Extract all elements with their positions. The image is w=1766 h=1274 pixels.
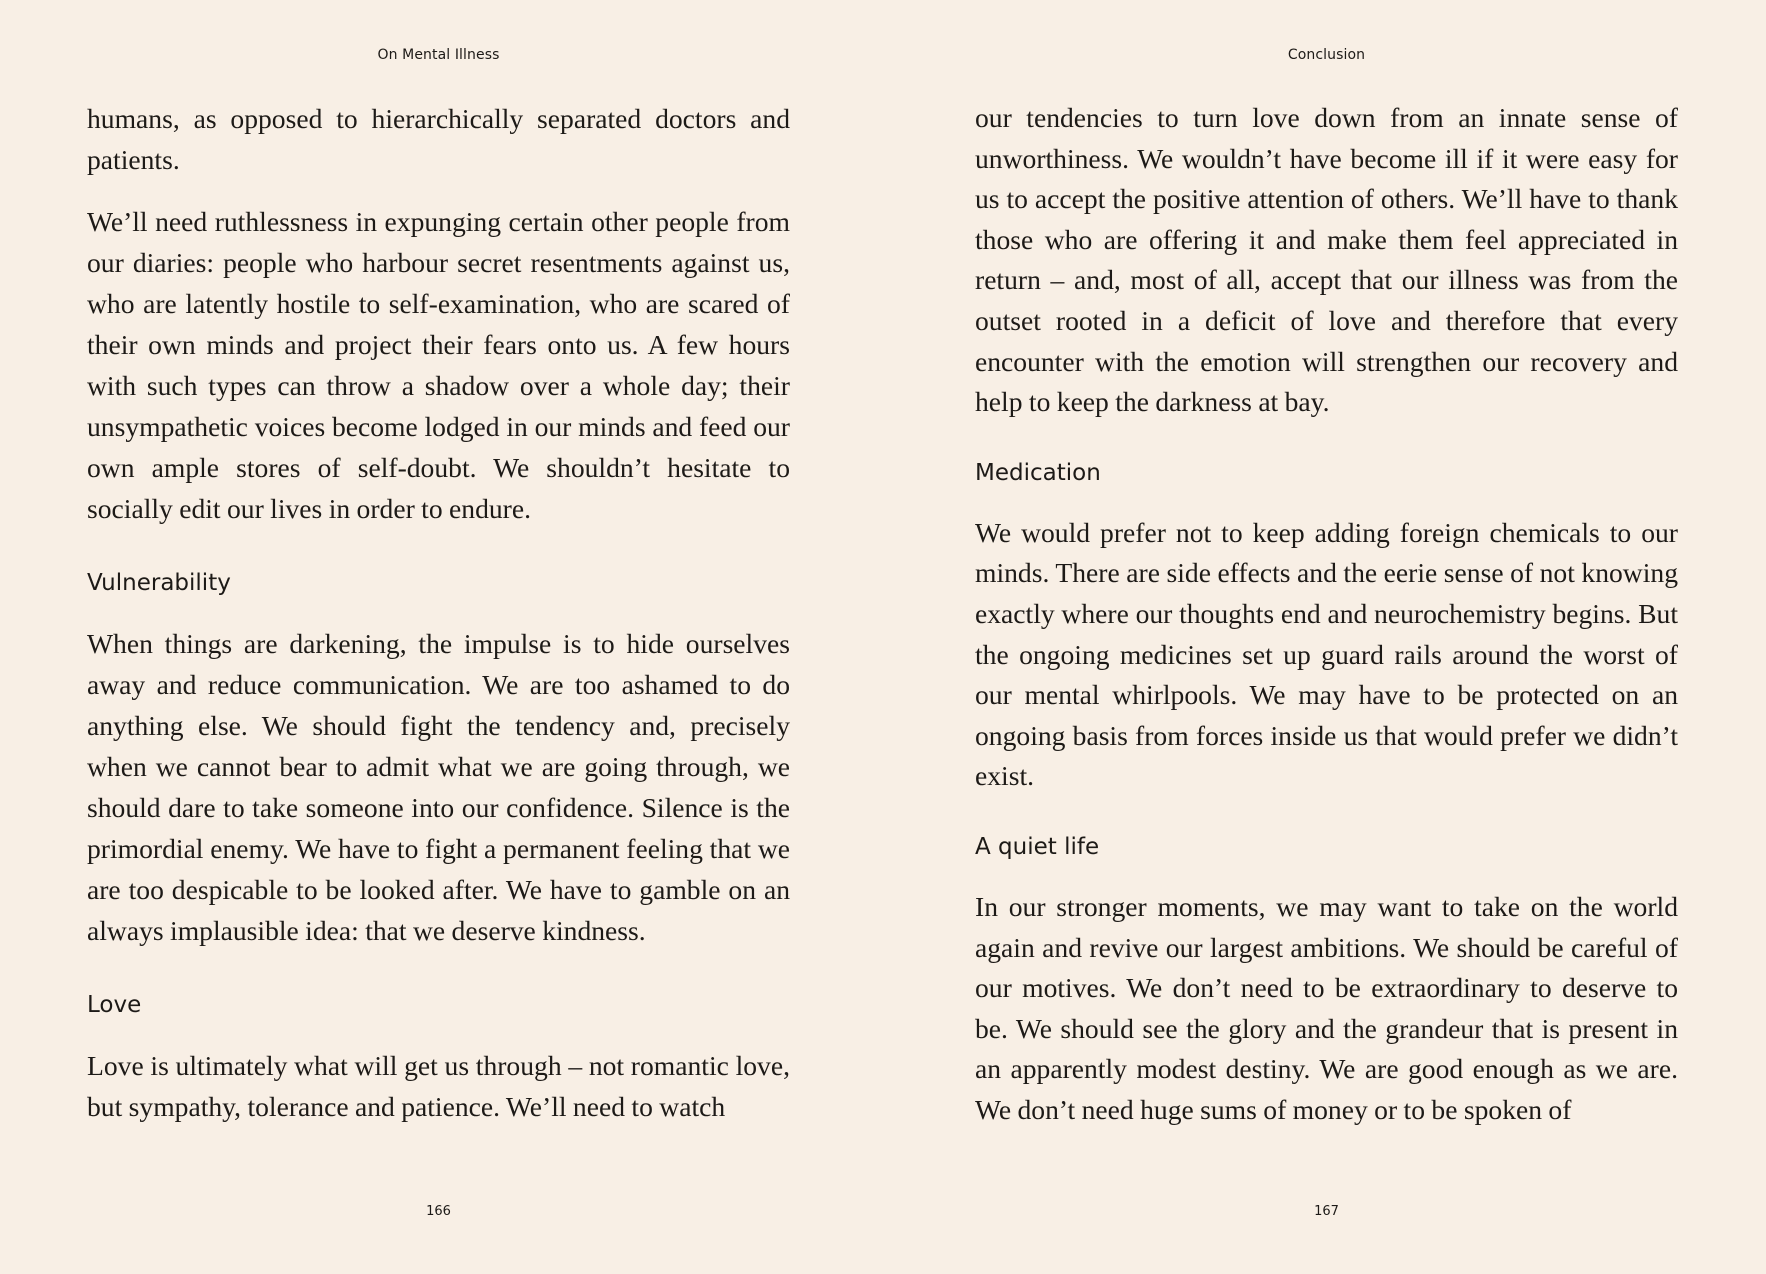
- page-body: [975, 98, 1678, 1130]
- paragraph: humans, as opposed to hierarchically separated doctors and patients.: [87, 103, 790, 175]
- running-head: On Mental Illness: [377, 47, 500, 63]
- paragraph: our tendencies to turn love down from an innate sense of unworthiness. We wouldn’t have become ill if it were easy for us to accept the positive attention of others. We’ll have to thank those who are offering it and make them feel appreciated in return – and, most of all, accept that our illness was from the outset rooted in a deficit of love and therefore that every encounter with the emotion will strengthen our recovery and help to keep the darkness at bay.: [975, 102, 1678, 418]
- paragraph: Love is ultimately what will get us through – not romantic love, but sympathy, tolerance and patience. We’ll need to watch: [87, 1050, 790, 1122]
- section-heading-love: Love: [87, 992, 142, 1018]
- paragraph: We’ll need ruthlessness in expunging certain other people from our diaries: people who harbour secret resentments against us, who are latently hostile to self-examination, who are scared of their own minds and project their fears onto us. A few hours with such types can throw a shadow over a whole day; their unsympathetic voices become lodged in our minds and feed our own ample stores of self-doubt. We shouldn’t hesitate to socially edit our lives in order to endure.: [87, 206, 790, 524]
- page-body: [87, 98, 790, 1127]
- paragraph: We would prefer not to keep adding foreign chemicals to our minds. There are side effects and the eerie sense of not knowing exactly where our thoughts end and neurochemistry begins. But the ongoing medicines set up guard rails around the worst of our mental whirlpools. We may have to be protected on an ongoing basis from forces inside us that would prefer we didn’t exist.: [975, 516, 1678, 792]
- left-page: [87, 0, 790, 1274]
- right-page: [975, 0, 1678, 1274]
- section-heading-a-quiet-life: A quiet life: [975, 833, 1100, 860]
- section-heading-medication: Medication: [975, 459, 1101, 486]
- page-number: 166: [426, 1204, 451, 1219]
- page-number: 167: [1314, 1204, 1339, 1219]
- section-heading-vulnerability: Vulnerability: [87, 570, 231, 596]
- paragraph: When things are darkening, the impulse is to hide ourselves away and reduce communication. We are too ashamed to do anything else. We should fight the tendency and, precisely when we cannot bear to admit what we are going through, we should dare to take someone into our confidence. Silence is the primordial enemy. We have to fight a permanent feeling that we are too despicable to be looked after. We have to gamble on an always implausible idea: that we deserve kindness.: [87, 628, 790, 946]
- paragraph: In our stronger moments, we may want to take on the world again and revive our largest ambitions. We should be careful of our motives. We don’t need to be extraordinary to deserve to be. We should see the glory and the grandeur that is present in an apparently modest destiny. We are good enough as we are. We don’t need huge sums of money or to be spoken of: [975, 890, 1678, 1125]
- running-head: Conclusion: [1287, 47, 1366, 63]
